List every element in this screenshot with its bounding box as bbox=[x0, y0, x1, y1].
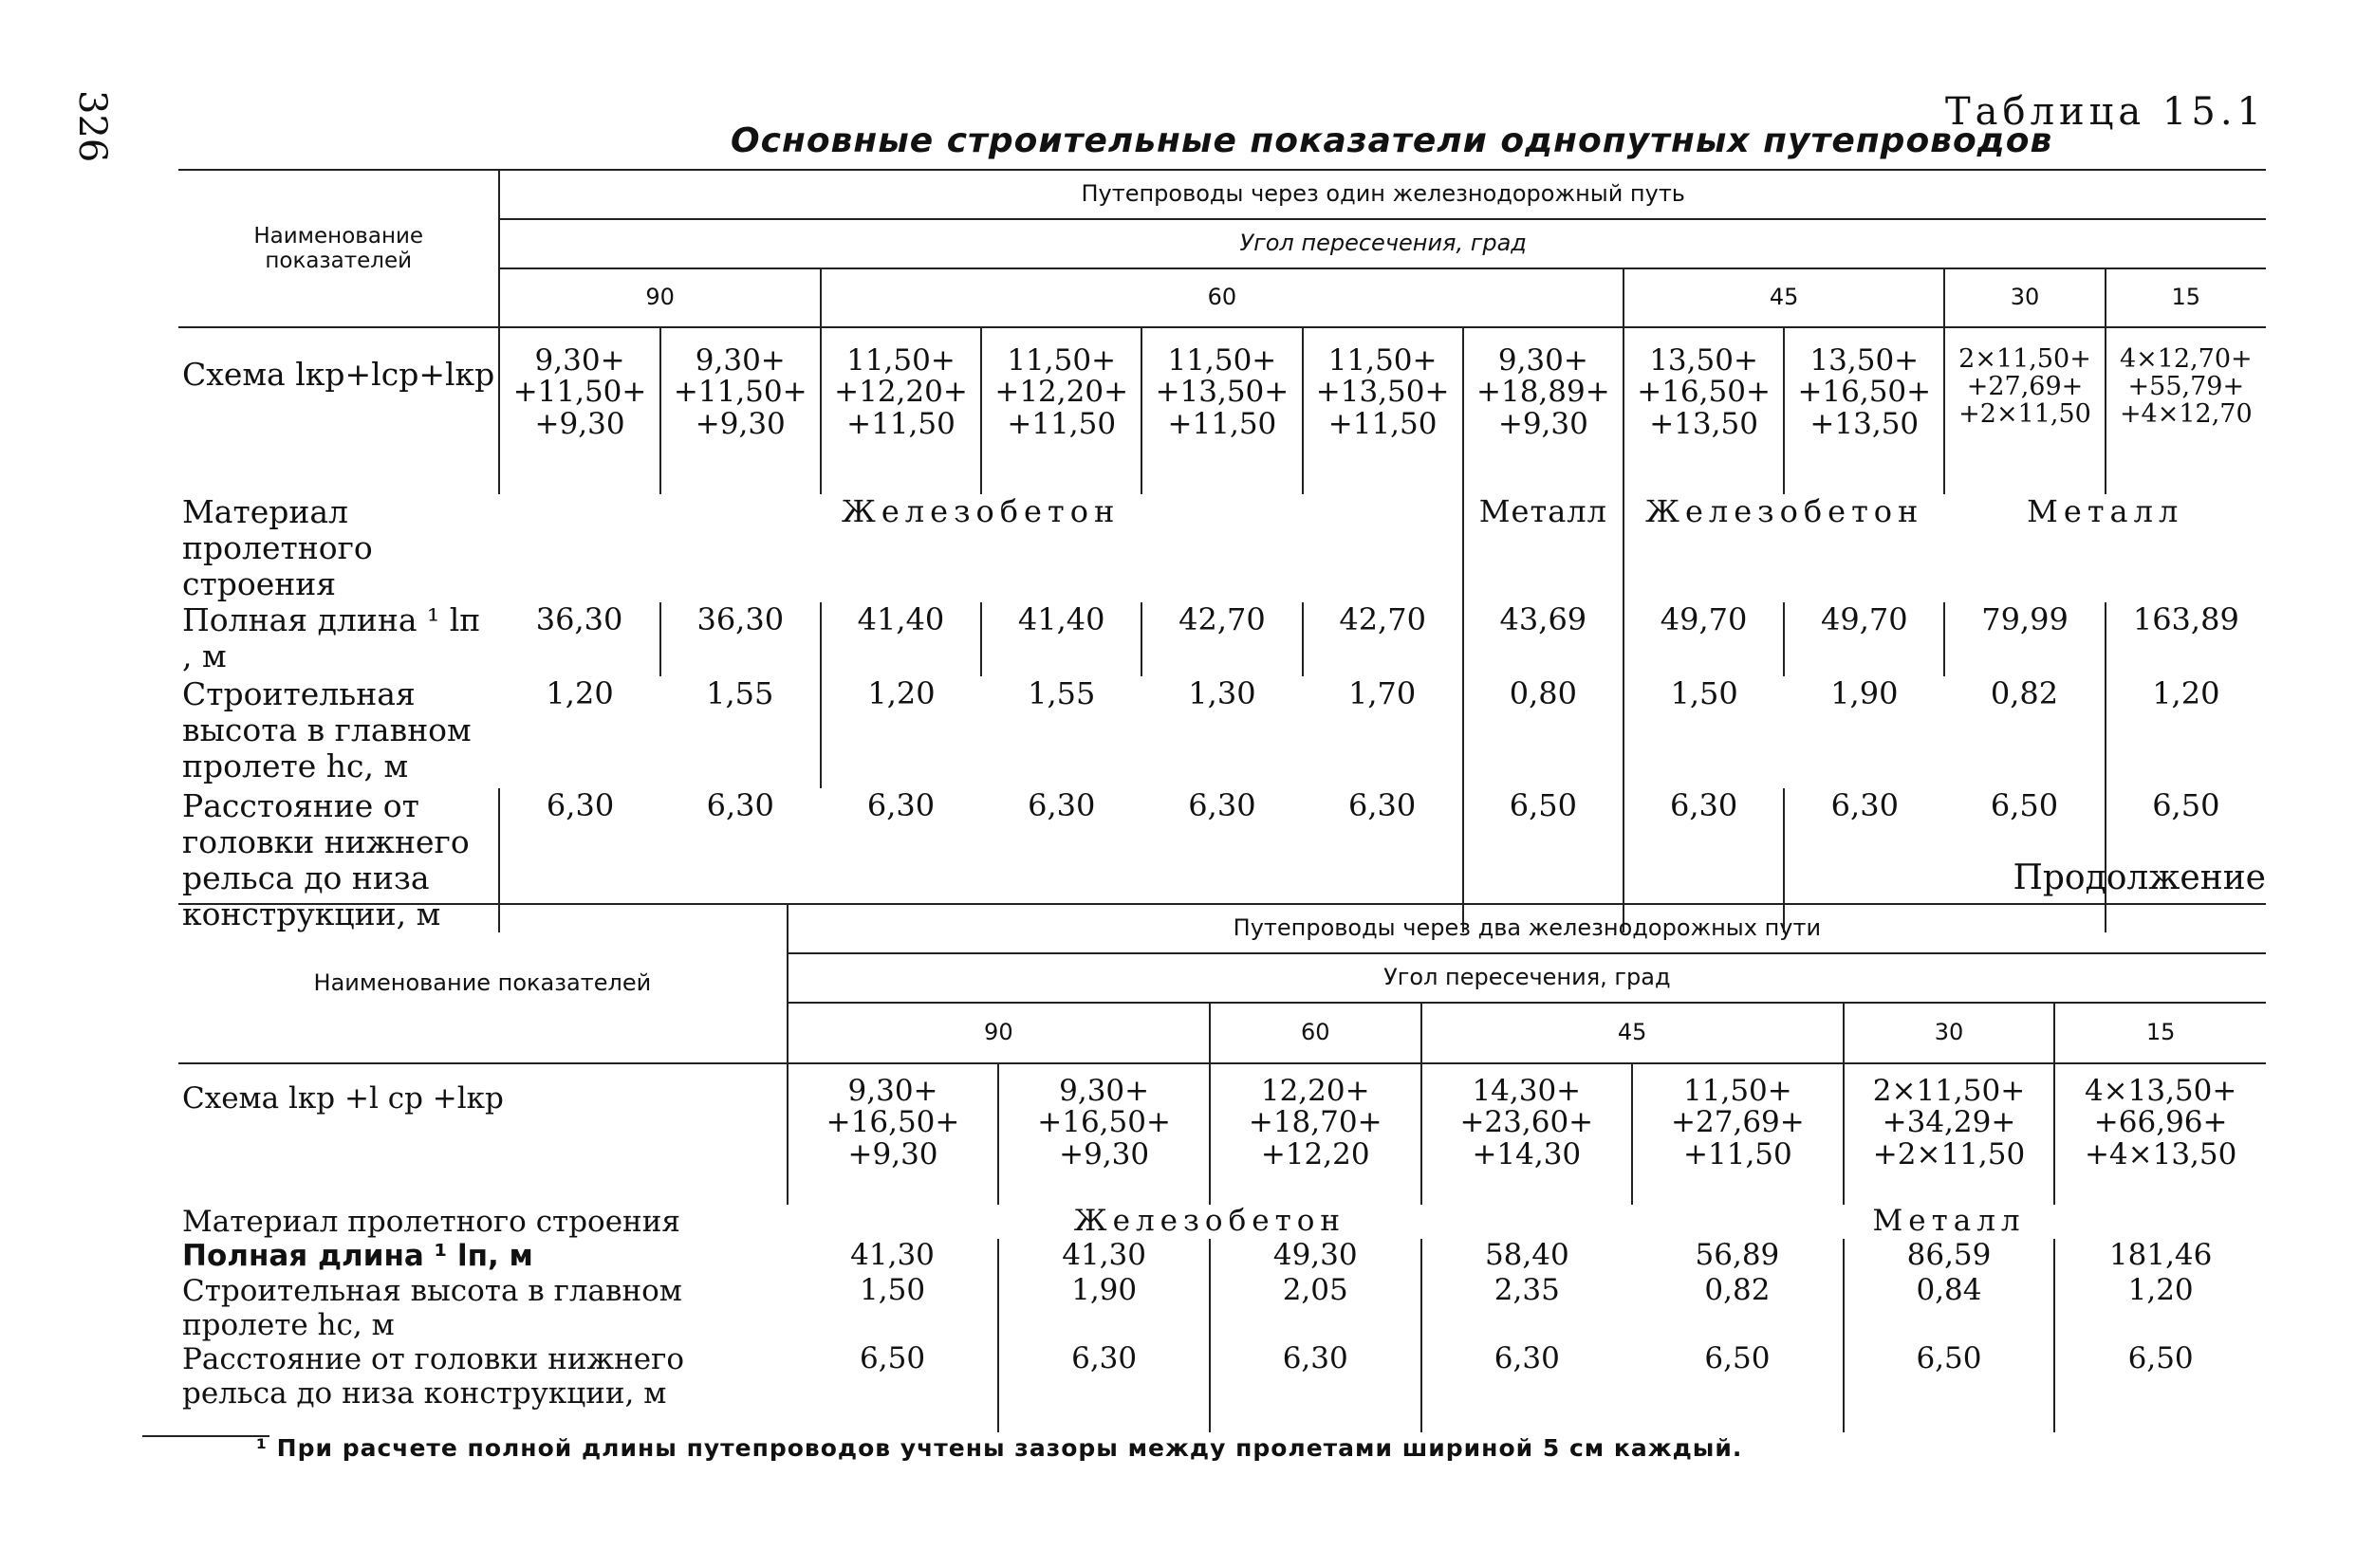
schema-cell: 11,50+ +27,69+ +11,50 bbox=[1632, 1063, 1844, 1205]
footnote-divider bbox=[142, 1435, 269, 1437]
table-row bbox=[178, 1342, 2266, 1432]
angle-cell: 30 bbox=[1944, 268, 2105, 327]
angle-cell: 15 bbox=[2054, 1003, 2266, 1063]
schema-cell: 4×13,50+ +66,96+ +4×13,50 bbox=[2054, 1063, 2266, 1205]
distance-cell: 6,50 bbox=[1990, 786, 2059, 823]
schema-cell: 2×11,50+ +27,69+ +2×11,50 bbox=[1944, 327, 2105, 494]
height-cell: 1,90 bbox=[1830, 674, 1899, 711]
length-cell: 49,70 bbox=[1784, 602, 1944, 676]
material-cell: Железобетон bbox=[1624, 494, 1944, 602]
length-cell: 36,30 bbox=[660, 602, 821, 676]
angle-cell: 60 bbox=[821, 268, 1624, 327]
distance-cell: 6,30 bbox=[1784, 788, 1944, 932]
length-cell: 41,40 bbox=[981, 602, 1141, 676]
group-header: Путепроводы через один железнодорожный путь bbox=[499, 170, 2266, 219]
table-row bbox=[178, 494, 2266, 602]
schema-cell: 12,20+ +18,70+ +12,20 bbox=[1210, 1063, 1421, 1205]
height-cell: 2,05 bbox=[1210, 1274, 1421, 1343]
schema-cell: 13,50+ +16,50+ +13,50 bbox=[1784, 327, 1944, 494]
length-cell: 42,70 bbox=[1303, 602, 1463, 676]
schema-cell: 9,30+ +11,50+ +9,30 bbox=[499, 327, 659, 494]
distance-cell: 6,30 bbox=[1188, 786, 1256, 823]
distance-cell: 6,30 bbox=[1210, 1342, 1421, 1432]
length-cell: 42,70 bbox=[1141, 602, 1302, 676]
material-cell: Железобетон bbox=[1073, 1204, 1346, 1238]
length-cell: 58,40 bbox=[1421, 1239, 1633, 1273]
height-cell: 1,55 bbox=[1028, 674, 1096, 711]
table-row bbox=[178, 1274, 2266, 1343]
height-cell: 1,20 bbox=[2054, 1274, 2266, 1343]
distance-cell: 6,30 bbox=[1624, 788, 1784, 932]
table-row bbox=[178, 1063, 2266, 1205]
schema-cell: 11,50+ +12,20+ +11,50 bbox=[981, 327, 1141, 494]
height-cell: 1,20 bbox=[821, 676, 981, 788]
row-label-material: Материал пролетного строения bbox=[182, 493, 373, 602]
length-cell: 86,59 bbox=[1844, 1239, 2055, 1273]
height-cell: 1,55 bbox=[706, 674, 774, 711]
angle-cell: 45 bbox=[1421, 1003, 1844, 1063]
table-row bbox=[178, 602, 2266, 676]
distance-cell: 6,30 bbox=[1028, 786, 1096, 823]
row-label-height: Строительная высота в главном пролете hс, м bbox=[182, 674, 472, 784]
continuation-label: Продолжение bbox=[2013, 858, 2266, 897]
group-header: Путепроводы через два железнодорожных пути bbox=[788, 904, 2266, 953]
row-label-material: Материал пролетного строения bbox=[182, 1205, 680, 1239]
schema-cell: 13,50+ +16,50+ +13,50 bbox=[1624, 327, 1784, 494]
distance-cell: 6,50 bbox=[1844, 1342, 2055, 1432]
height-cell: 2,35 bbox=[1421, 1274, 1633, 1343]
angle-header: Угол пересечения, град bbox=[788, 953, 2266, 1003]
page-number: 326 bbox=[70, 90, 114, 163]
row-label-distance: Расстояние от головки нижнего рельса до низа конструкции, м bbox=[182, 786, 470, 932]
height-cell: 1,90 bbox=[998, 1274, 1210, 1343]
height-cell: 0,80 bbox=[1463, 676, 1624, 788]
row-label-schema: Схема lкр +l ср +lкр bbox=[182, 1081, 504, 1116]
schema-cell: 11,50+ +13,50+ +11,50 bbox=[1303, 327, 1463, 494]
footnote: ¹ При расчете полной длины путепроводов учтены зазоры между пролетами шириной 5 см каждый. bbox=[256, 1434, 1743, 1462]
table-label: Таблица 15.1 bbox=[1944, 90, 2266, 134]
distance-cell: 6,50 bbox=[2054, 1342, 2266, 1432]
table-row bbox=[178, 1205, 2266, 1239]
schema-cell: 9,30+ +16,50+ +9,30 bbox=[788, 1063, 999, 1205]
length-cell: 49,70 bbox=[1624, 602, 1784, 676]
length-cell: 43,69 bbox=[1463, 602, 1624, 676]
height-cell: 1,70 bbox=[1348, 674, 1417, 711]
distance-cell: 6,30 bbox=[706, 786, 774, 823]
height-cell: 0,84 bbox=[1844, 1274, 2055, 1343]
material-cell: Металл bbox=[1463, 494, 1624, 602]
length-cell: 41,30 bbox=[850, 1238, 935, 1273]
table-row bbox=[178, 1239, 2266, 1273]
schema-cell: 11,50+ +13,50+ +11,50 bbox=[1141, 327, 1302, 494]
height-cell: 1,50 bbox=[1624, 676, 1784, 788]
height-cell: 1,20 bbox=[546, 674, 614, 711]
table-double-track bbox=[178, 903, 2266, 1432]
distance-cell: 6,30 bbox=[1421, 1342, 1633, 1432]
distance-cell: 6,30 bbox=[1348, 786, 1417, 823]
length-cell: 79,99 bbox=[1944, 602, 2105, 676]
height-cell: 1,30 bbox=[1188, 674, 1256, 711]
schema-cell: 4×12,70+ +55,79+ +4×12,70 bbox=[2106, 327, 2266, 494]
distance-cell: 6,30 bbox=[499, 788, 659, 932]
schema-cell: 9,30+ +16,50+ +9,30 bbox=[998, 1063, 1210, 1205]
distance-cell: 6,30 bbox=[998, 1342, 1210, 1432]
row-label-height: Строительная высота в главном пролете hс, м bbox=[182, 1273, 682, 1342]
angle-cell: 45 bbox=[1624, 268, 1944, 327]
schema-cell: 2×11,50+ +34,29+ +2×11,50 bbox=[1844, 1063, 2055, 1205]
distance-cell: 6,30 bbox=[866, 786, 936, 823]
angle-cell: 90 bbox=[788, 1003, 1210, 1063]
distance-cell: 6,50 bbox=[1704, 1341, 1771, 1376]
material-cell: Железобетон bbox=[841, 493, 1121, 529]
row-label-length: Полная длина ¹ lп , м bbox=[182, 600, 481, 674]
material-cell: Металл bbox=[2027, 493, 2184, 529]
angle-cell: 60 bbox=[1210, 1003, 1421, 1063]
angle-cell: 15 bbox=[2106, 268, 2266, 327]
length-cell: 41,30 bbox=[998, 1239, 1210, 1273]
schema-cell: 9,30+ +18,89+ +9,30 bbox=[1463, 327, 1624, 494]
table-single-track bbox=[178, 169, 2266, 932]
length-cell: 163,89 bbox=[2106, 602, 2266, 676]
length-cell: 49,30 bbox=[1210, 1239, 1421, 1273]
length-cell: 56,89 bbox=[1695, 1238, 1780, 1273]
table-row bbox=[178, 676, 2266, 788]
angle-cell: 30 bbox=[1844, 1003, 2055, 1063]
length-cell: 41,40 bbox=[821, 602, 981, 676]
height-cell: 0,82 bbox=[1704, 1272, 1771, 1307]
angle-cell: 90 bbox=[499, 268, 820, 327]
schema-cell: 14,30+ +23,60+ +14,30 bbox=[1421, 1063, 1633, 1205]
table-row bbox=[178, 327, 2266, 494]
schema-cell: 11,50+ +12,20+ +11,50 bbox=[821, 327, 981, 494]
material-cell: Металл bbox=[1872, 1204, 2026, 1238]
row-label-length: Полная длина ¹ lп, м bbox=[182, 1239, 533, 1274]
height-cell: 0,82 bbox=[1990, 674, 2059, 711]
name-header: Наименование показателей bbox=[178, 904, 788, 1063]
height-cell: 1,20 bbox=[2106, 676, 2266, 788]
angle-header: Угол пересечения, град bbox=[499, 219, 2266, 268]
height-cell: 1,50 bbox=[860, 1272, 926, 1307]
schema-cell: 9,30+ +11,50+ +9,30 bbox=[660, 327, 821, 494]
distance-cell: 6,50 bbox=[860, 1341, 926, 1376]
length-cell: 36,30 bbox=[535, 600, 623, 637]
distance-cell: 6,50 bbox=[2106, 788, 2266, 932]
name-header: Наименование показателей bbox=[178, 170, 499, 327]
row-label-distance: Расстояние от головки нижнего рельса до низа конструкции, м bbox=[182, 1342, 684, 1411]
distance-cell: 6,50 bbox=[1463, 788, 1624, 932]
row-label-schema: Схема lкр+lср+lкр bbox=[182, 356, 495, 393]
page-title: Основные строительные показатели однопутных путепроводов bbox=[731, 121, 2053, 160]
length-cell: 181,46 bbox=[2054, 1239, 2266, 1273]
